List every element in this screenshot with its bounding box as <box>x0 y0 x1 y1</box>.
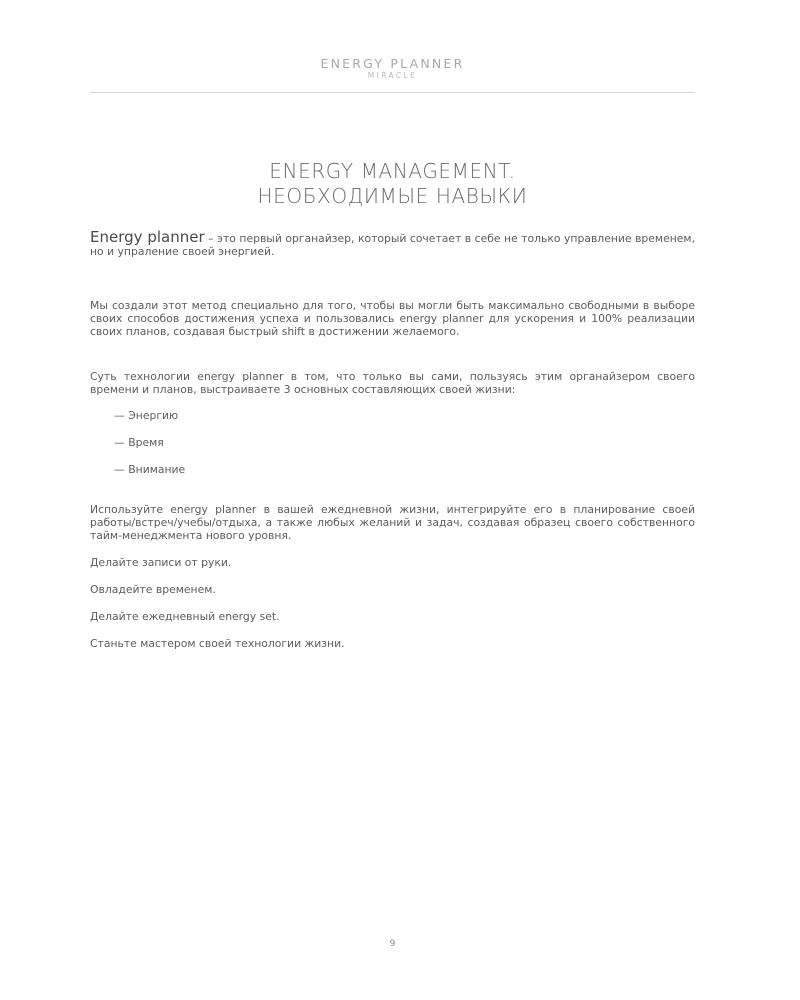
action-line: Делайте записи от руки. <box>90 556 232 569</box>
page-number: 9 <box>389 939 396 949</box>
page-title-line-1: ENERGY MANAGEMENT. <box>269 159 516 183</box>
usage-paragraph: Используйте energy planner в вашей ежедневной жизни, интегрируйте его в планирование своей работы/встреч/учебы/отдыха, а также любых желаний и задач, создавая образец своего собственного тайм-менеджмента нового уровня. <box>90 503 695 542</box>
page-title <box>90 159 695 209</box>
method-paragraph: Мы создали этот метод специально для того, чтобы вы могли быть максимально свободными в выборе своих способов достижения успеха и пользовались energy planner для ускорения и 100% реализации своих планов, создавая быстрый shift в достижении желаемого. <box>90 299 695 338</box>
intro-paragraph <box>90 228 695 258</box>
brand-name: ENERGY PLANNER <box>320 56 465 71</box>
pillars-list <box>90 409 695 490</box>
intro-text: – это первый органайзер, который сочетает в себе не только управление временем, но и упраление своей энергией. <box>90 232 695 258</box>
header-divider <box>90 92 695 93</box>
list-item: — Время <box>114 436 164 449</box>
intro-lead: Energy planner <box>90 228 205 246</box>
action-line: Делайте ежедневный energy set. <box>90 610 280 623</box>
list-item: — Энергию <box>114 409 179 422</box>
essence-paragraph: Суть технологии energy planner в том, что только вы сами, пользуясь этим органайзером своего времени и планов, выстраиваете 3 основных составляющих своей жизни: <box>90 370 695 396</box>
body-text <box>90 228 695 664</box>
brand-subtitle: MIRACLE <box>367 71 418 80</box>
list-item: — Внимание <box>114 463 186 476</box>
page-title-line-2: НЕОБХОДИМЫЕ НАВЫКИ <box>257 184 528 208</box>
action-line: Станьте мастером своей технологии жизни. <box>90 637 345 650</box>
brand-header <box>90 57 695 81</box>
action-line: Овладейте временем. <box>90 583 216 596</box>
